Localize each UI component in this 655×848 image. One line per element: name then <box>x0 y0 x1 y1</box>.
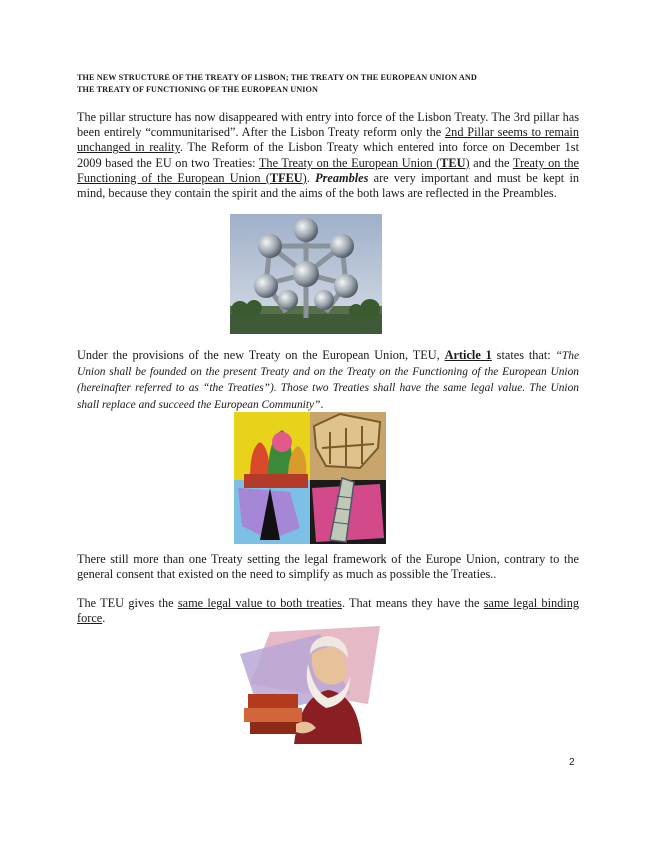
text-run: . The Reform of the Lisbon Treaty which entered into force on December 1st 2009 based the EU on two Treaties: <box>77 140 579 170</box>
paragraph-pillar-structure <box>77 110 579 201</box>
section-heading <box>77 72 557 96</box>
tfeu-abbrev: TFEU <box>269 170 303 185</box>
text-run: . That means they have the <box>341 596 484 610</box>
heading-line-2: THE TREATY OF FUNCTIONING OF THE EUROPEAN UNION <box>77 85 319 94</box>
text-run: . <box>306 170 316 185</box>
text-run: . <box>102 611 106 626</box>
underlined-text: 2nd Pillar seems to remain unchanged in reality <box>77 125 579 155</box>
atomium-image <box>230 214 382 334</box>
text-run: ) <box>465 155 470 170</box>
paragraph-legal-value <box>77 596 579 626</box>
text-run: ) <box>302 170 307 185</box>
article-1-quote: “The Union shall be founded on the present Treaty and on the Treaty on the Functioning of the European Union (hereinafter referred to as “the Treaties”). Those two Treaties shall have the same legal value. The Union shall replace and succeed the European Community” <box>77 350 579 411</box>
page-number: 2 <box>569 757 575 768</box>
teu-abbrev: TEU <box>440 155 466 170</box>
text-run: The pillar structure has now disappeared with entry into force of the Lisbon Treaty. The 3rd pillar has been entirely “communitarised”. After the Lisbon Treaty reform only the <box>77 110 579 140</box>
text-run: . <box>320 396 324 411</box>
underlined-text: same legal value to both treaties <box>177 596 342 610</box>
text-run: states that: <box>491 348 556 362</box>
europe-landmarks-collage <box>230 408 390 548</box>
underlined-text: same legal binding force <box>77 596 579 626</box>
atomium-photo <box>230 214 382 334</box>
text-run: are very important and must be kept in mind, because they contain the spirit and the aims of the both laws are reflected in the Preambles. <box>77 170 580 201</box>
article-1-reference: Article 1 <box>444 348 492 362</box>
text-run: The TEU gives the <box>77 596 178 610</box>
paragraph-treaty-framework <box>77 552 579 582</box>
preambles-term: Preambles <box>315 170 369 185</box>
marx-image <box>230 624 385 744</box>
text-run: Treaty on the Functioning of the European Union ( <box>77 155 579 185</box>
karl-marx-clipart <box>230 624 385 744</box>
text-run: The Treaty on the European Union ( <box>258 155 441 170</box>
text-run: and the <box>469 155 513 170</box>
heading-line-1: THE NEW STRUCTURE OF THE TREATY OF LISBON; THE TREATY ON THE EUROPEAN UNION AND <box>77 73 477 82</box>
paragraph-article-1 <box>77 348 579 413</box>
collage-image <box>230 408 390 548</box>
text-run: Under the provisions of the new Treaty on the European Union, TEU, <box>77 348 445 362</box>
text-run: There still more than one Treaty setting the legal framework of the Europe Union, contrary to the general consent that existed on the need to simplify as much as possible the Treaties.. <box>77 552 579 582</box>
teu-reference <box>259 156 470 170</box>
